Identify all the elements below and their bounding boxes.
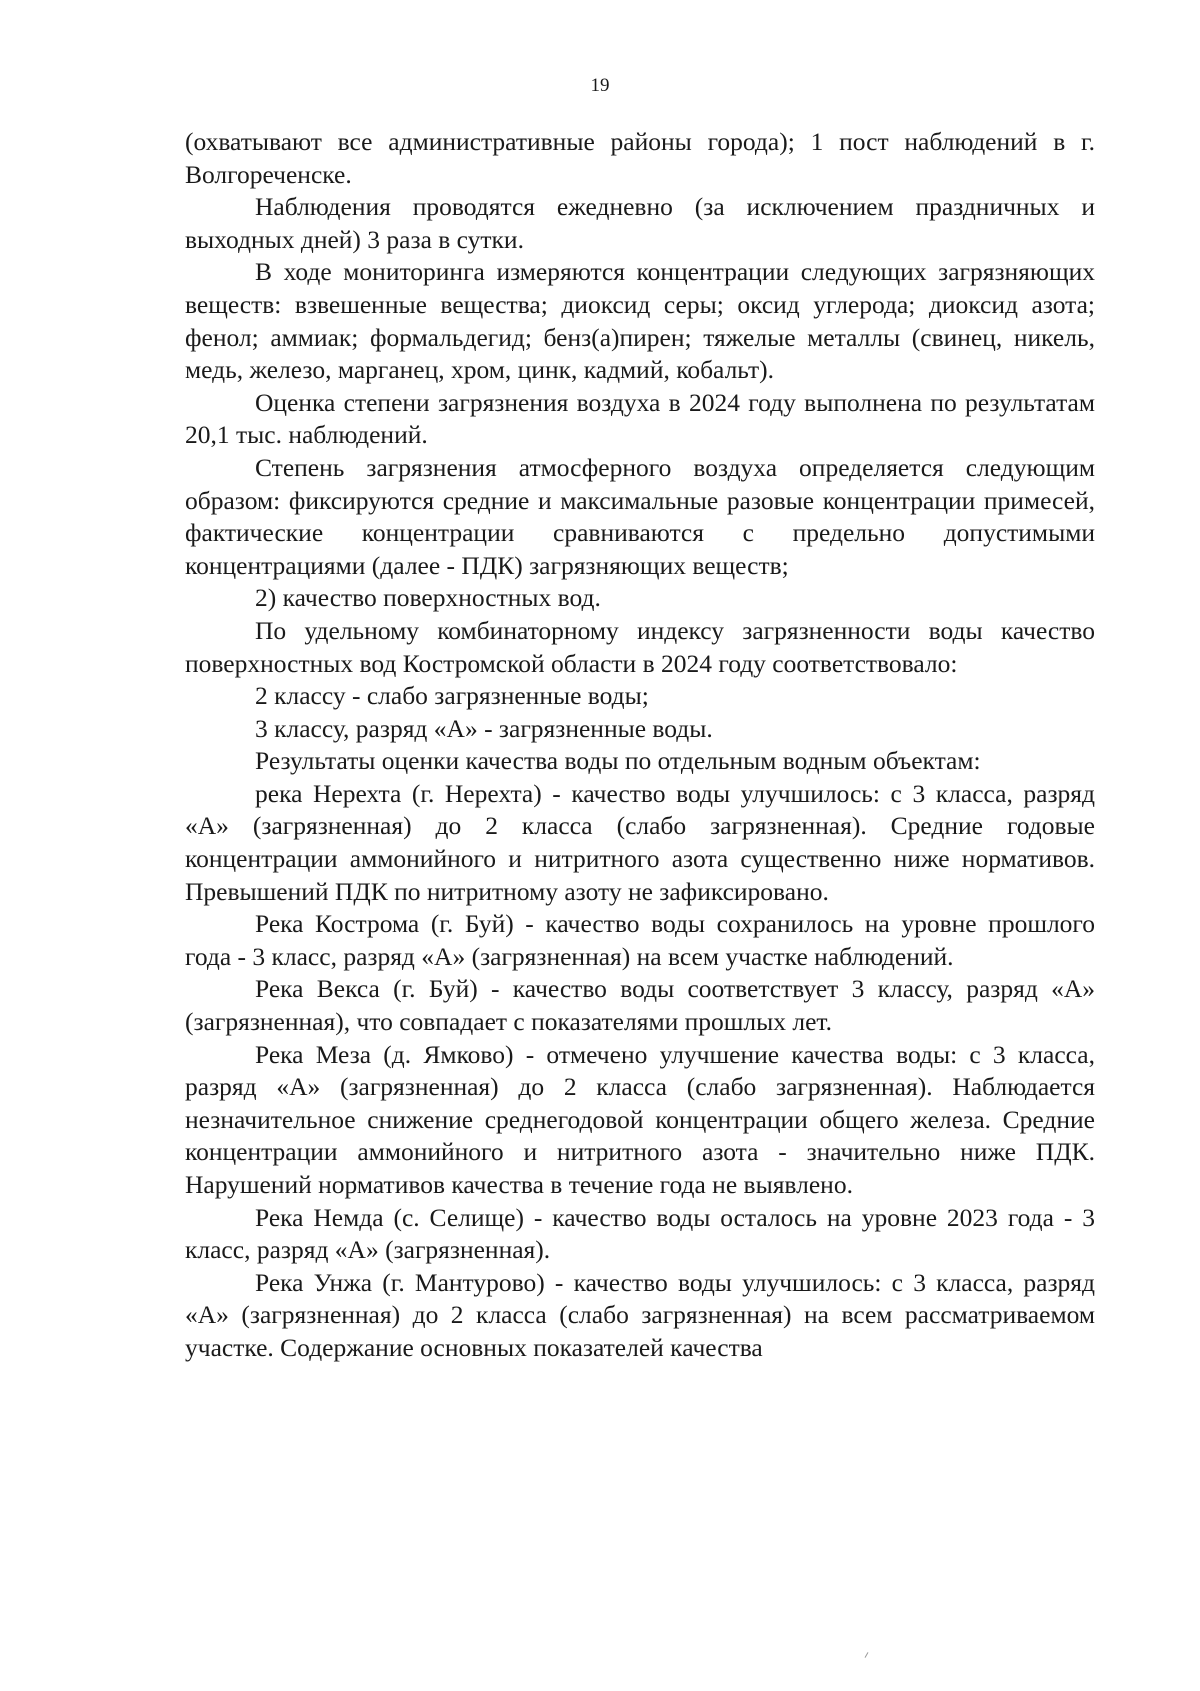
paragraph: 2) качество поверхностных вод. (255, 583, 601, 613)
paragraph: Результаты оценки качества воды по отдельным водным объектам: (255, 746, 981, 776)
paragraph: река Нерехта (г. Нерехта) - качество воды улучшилось: с 3 класса, разряд «А» (загрязненная) до 2 класса (слабо загрязненная). Средние годовые концентрации аммонийного и нитритного азота существенно ниже нормативов. Превышений ПДК по нитритному азоту не зафиксировано. (185, 778, 1095, 906)
paragraph: Река Кострома (г. Буй) - качество воды сохранилось на уровне прошлого года - 3 класс, разряд «А» (загрязненная) на всем участке наблюдений. (185, 909, 1095, 971)
paragraph: Река Немда (с. Селище) - качество воды осталось на уровне 2023 года - 3 класс, разряд «А» (загрязненная). (185, 1202, 1095, 1265)
page-number: 19 (590, 75, 610, 96)
paragraph: Наблюдения проводятся ежедневно (за исключением праздничных и выходных дней) 3 раза в сутки. (185, 192, 1095, 254)
scan-artifact (865, 1652, 869, 1658)
body-text (185, 126, 1095, 1365)
paragraph: Оценка степени загрязнения воздуха в 2024 году выполнена по результатам 20,1 тыс. наблюдений. (185, 387, 1095, 450)
paragraph: Река Векса (г. Буй) - качество воды соответствует 3 классу, разряд «А» (загрязненная), что совпадает с показателями прошлых лет. (185, 974, 1095, 1037)
paragraph: (охватывают все административные районы города); 1 пост наблюдений в г. Волгореченске. (185, 127, 1095, 189)
list-item: 2 классу - слабо загрязненные воды; (255, 681, 649, 711)
paragraph: Степень загрязнения атмосферного воздуха определяется следующим образом: фиксируются средние и максимальные разовые концентрации примесей, фактические концентрации сравниваются с предельно допустимыми концентрациями (далее - ПДК) загрязняющих веществ; (185, 452, 1095, 580)
paragraph: В ходе мониторинга измеряются концентрации следующих загрязняющих веществ: взвешенные вещества; диоксид серы; оксид углерода; диоксид азота; фенол; аммиак; формальдегид; бенз(а)пирен; тяжелые металлы (свинец, никель, медь, железо, марганец, хром, цинк, кадмий, кобальт). (185, 257, 1095, 385)
paragraph: Река Унжа (г. Мантурово) - качество воды улучшилось: с 3 класса, разряд «А» (загрязненная) до 2 класса (слабо загрязненная) на всем рассматриваемом участке. Содержание основных показателей качества (185, 1267, 1095, 1362)
paragraph: Река Меза (д. Ямково) - отмечено улучшение качества воды: с 3 класса, разряд «А» (загрязненная) до 2 класса (слабо загрязненная). Наблюдается незначительное снижение среднегодовой концентрации общего железа. Средние концентрации аммонийного и нитритного азота - значительно ниже ПДК. Нарушений нормативов качества в течение года не выявлено. (185, 1039, 1095, 1199)
list-item: 3 классу, разряд «А» - загрязненные воды. (255, 713, 713, 743)
paragraph: По удельному комбинаторному индексу загрязненности воды качество поверхностных вод Костромской области в 2024 году соответствовало: (185, 615, 1095, 678)
